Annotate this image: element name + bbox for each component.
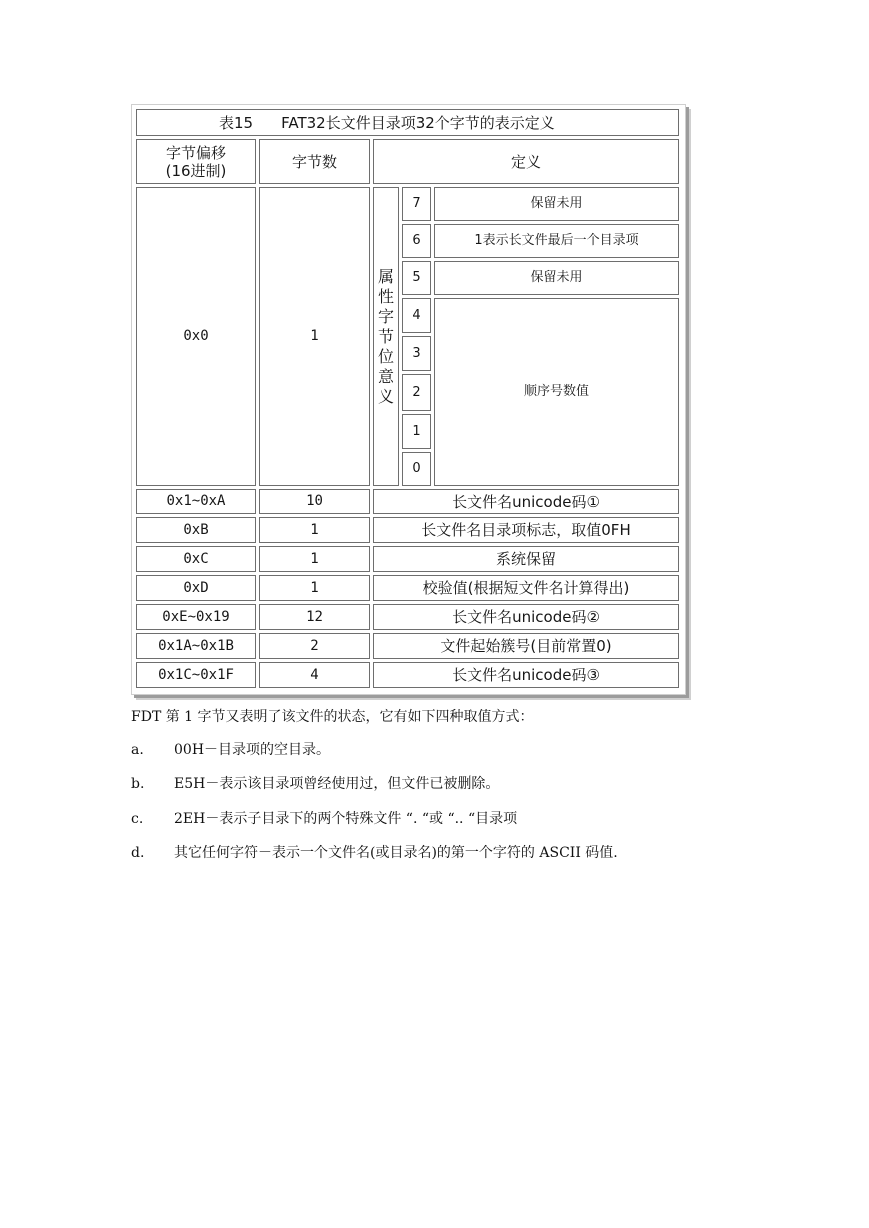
bit-number-cell: 6: [402, 224, 431, 258]
header-bytes: 字节数: [259, 139, 370, 184]
attr-bit-meaning-label: [373, 187, 399, 486]
list-marker: c.: [131, 811, 144, 827]
list-item: [131, 842, 618, 862]
row-offset: 0xB: [136, 517, 256, 543]
row-bytes: 10: [259, 489, 370, 514]
intro-paragraph: FDT 第 1 字节又表明了该文件的状态，它有如下四种取值方式：: [131, 709, 534, 725]
bit-number-cell: 7: [402, 187, 431, 221]
list-item: [131, 773, 499, 793]
bit-number-cell: 3: [402, 336, 431, 371]
attr-offset-cell: 0x0: [136, 187, 256, 486]
row-offset: 0xC: [136, 546, 256, 572]
list-item-text: 2EH－表示子目录下的两个特殊文件 “. “或 “.. “目录项: [174, 811, 518, 827]
attr-label-char: 节: [377, 326, 394, 346]
attr-label-char: 属: [377, 266, 394, 286]
header-offset-line1: 字节偏移: [165, 143, 226, 162]
attr-label-char: 字: [377, 306, 394, 326]
table-caption-number: 表15: [219, 113, 254, 132]
list-item-text: E5H－表示该目录项曾经使用过，但文件已被删除。: [174, 776, 500, 792]
fat32-table-figure: [131, 104, 686, 695]
bit-number-cell: 5: [402, 261, 431, 295]
list-item-text: 00H－目录项的空目录。: [174, 742, 331, 758]
list-marker: d.: [131, 845, 145, 861]
row-definition: 系统保留: [373, 546, 679, 572]
row-definition: 校验值(根据短文件名计算得出): [373, 575, 679, 601]
row-bytes: 1: [259, 517, 370, 543]
list-marker: b.: [131, 776, 145, 792]
row-bytes: 4: [259, 662, 370, 688]
list-item: [131, 739, 330, 759]
bit5-description: 保留未用: [434, 261, 679, 295]
row-offset: 0xD: [136, 575, 256, 601]
list-marker: a.: [131, 742, 144, 758]
row-definition: 文件起始簇号(目前常置0): [373, 633, 679, 659]
bit6-description: 1表示长文件最后一个目录项: [434, 224, 679, 258]
row-offset: 0xE~0x19: [136, 604, 256, 630]
row-offset: 0x1A~0x1B: [136, 633, 256, 659]
bit7-description: 保留未用: [434, 187, 679, 221]
table-caption: [136, 109, 679, 136]
attr-label-char: 义: [377, 386, 394, 406]
row-bytes: 1: [259, 546, 370, 572]
header-offset-line2: (16进制): [165, 161, 227, 180]
row-offset: 0x1C~0x1F: [136, 662, 256, 688]
row-definition: 长文件名unicode码②: [373, 604, 679, 630]
row-definition: 长文件名unicode码①: [373, 489, 679, 514]
attr-label-char: 位: [377, 346, 394, 366]
list-item: [131, 808, 517, 828]
header-offset: [136, 139, 256, 184]
row-offset: 0x1~0xA: [136, 489, 256, 514]
row-definition: 长文件名目录项标志，取值0FH: [373, 517, 679, 543]
row-definition: 长文件名unicode码③: [373, 662, 679, 688]
bits4to0-description: 顺序号数值: [434, 298, 679, 486]
bit-number-cell: 4: [402, 298, 431, 333]
attr-label-char: 意: [377, 366, 394, 386]
bit-number-cell: 1: [402, 414, 431, 449]
attr-bytes-cell: 1: [259, 187, 370, 486]
bit-number-cell: 0: [402, 452, 431, 486]
attr-label-char: 性: [377, 286, 394, 306]
bit-number-cell: 2: [402, 374, 431, 411]
row-bytes: 1: [259, 575, 370, 601]
list-item-text: 其它任何字符－表示一个文件名(或目录名)的第一个字符的 ASCII 码值.: [174, 845, 618, 861]
row-bytes: 12: [259, 604, 370, 630]
header-definition: 定义: [373, 139, 679, 184]
table-caption-title: FAT32长文件目录项32个字节的表示定义: [281, 113, 555, 132]
row-bytes: 2: [259, 633, 370, 659]
